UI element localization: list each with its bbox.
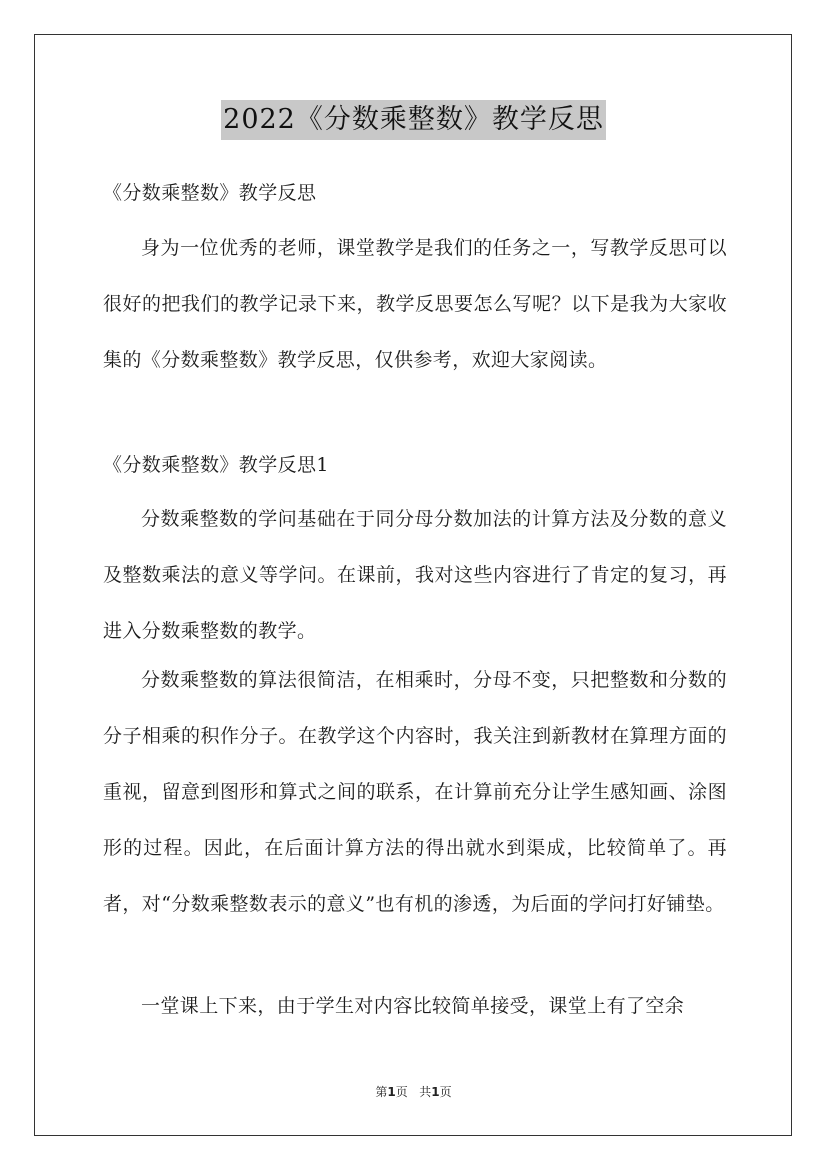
intro-heading: 《分数乘整数》教学反思 xyxy=(103,182,317,204)
footer-page-suffix: 页 xyxy=(395,1085,408,1099)
document-title-wrap xyxy=(0,100,827,140)
body-paragraph-3: 一堂课上下来，由于学生对内容比较简单接受，课堂上有了空余 xyxy=(141,995,685,1017)
body-paragraph-2: 分数乘整数的算法很简洁，在相乘时，分母不变，只把整数和分数的分子相乘的积作分子。在教学这个内容时，我关注到新教材在算理方面的重视，留意到图形和算式之间的联系，在计算前充分让学生感知画、涂图形的过程。因此，在后面计算方法的得出就水到渠成，比较简单了。再者，对“分数乘整数表示的意义”也有机的渗透，为后面的学问打好铺垫。 xyxy=(103,669,727,915)
footer-page-number: 1 xyxy=(387,1085,396,1099)
document-title: 2022《分数乘整数》教学反思 xyxy=(221,100,606,140)
body-paragraph-1: 分数乘整数的学问基础在于同分母分数加法的计算方法及分数的意义及整数乘法的意义等学问。在课前，我对这些内容进行了肯定的复习，再进入分数乘整数的教学。 xyxy=(103,508,727,642)
page-footer xyxy=(0,1083,827,1100)
footer-page-prefix: 第 xyxy=(375,1085,388,1099)
footer-total-pages: 1 xyxy=(431,1085,440,1099)
section1-heading: 《分数乘整数》教学反思1 xyxy=(103,454,329,476)
footer-total-suffix: 页 xyxy=(439,1085,452,1099)
intro-paragraph: 身为一位优秀的老师，课堂教学是我们的任务之一，写教学反思可以很好的把我们的教学记录下来，教学反思要怎么写呢？以下是我为大家收集的《分数乘整数》教学反思，仅供参考，欢迎大家阅读。 xyxy=(103,237,727,371)
footer-total-prefix: 共 xyxy=(419,1085,432,1099)
